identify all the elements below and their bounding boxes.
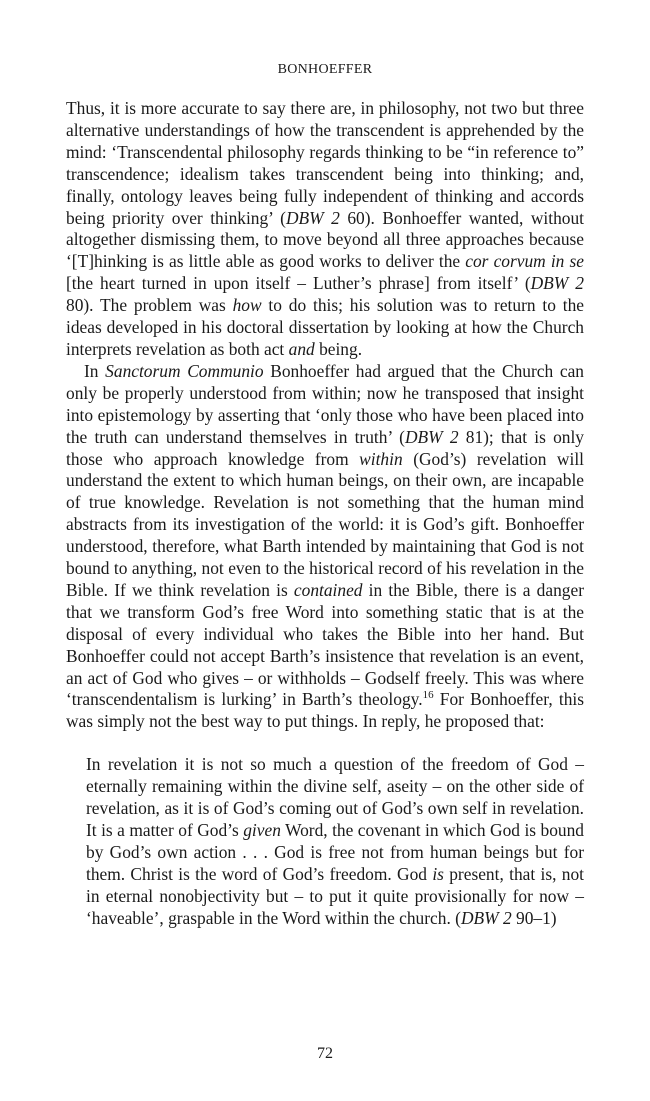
italic-text: cor corvum in se bbox=[465, 251, 584, 272]
text-run: in the Bible, there is a danger that we transform God’s free Word into something static that is at the disposal of every individual who takes the Bible into her hand. But Bonhoeffer could not accept Barth’s insistence that revelation is an event, an act of God who gives – or withholds – Godself freely. This was where ‘transcendentalism is lurking’ in Barth’s theology. bbox=[66, 579, 584, 710]
text-run: to do this; his solution was to return to the ideas developed in his doctoral dissertation by looking at how the Church interprets revelation as both act bbox=[66, 295, 584, 359]
text-run: being. bbox=[314, 338, 363, 359]
italic-text: and bbox=[288, 338, 315, 359]
text-run: present, that is, not in eternal nonobjectivity but – to put it quite provisionally for now – ‘haveable’, graspable in the Word within the church. ( bbox=[86, 863, 584, 928]
text-run: 90–1) bbox=[511, 907, 557, 928]
footnote-ref: 16 bbox=[422, 689, 434, 702]
running-head: BONHOEFFER bbox=[277, 62, 373, 77]
italic-text: given bbox=[243, 820, 281, 840]
italic-text: DBW 2 bbox=[460, 907, 512, 928]
text-run: 81); that is only those who approach knowledge from bbox=[66, 426, 584, 469]
book-page bbox=[66, 0, 584, 1101]
text-run: 80). The problem was bbox=[66, 295, 233, 316]
text-run: In revelation it is not so much a question of the freedom of God – eternally remaining within the divine self, aseity – on the other side of revelation, as it is of God’s coming out of God’s own self in revelation. It is a matter of God’s bbox=[86, 754, 584, 840]
italic-text: contained bbox=[293, 579, 363, 600]
body-text bbox=[66, 98, 584, 930]
text-run: Word, the covenant in which God is bound by God’s own action . . . God is free not from human beings but for them. Christ is the word of God’s freedom. God bbox=[86, 820, 584, 884]
text-run: (God’s) revelation will understand the extent to which human beings, on their own, are incapable of true knowledge. Revelation is not something that the human mind abstracts from its investigation of the world: it is God’s gift. Bonhoeffer understood, therefore, what Barth intended by maintaining that God is not bound to anything, not even to the historical record of his revelation in the Bible. If we think revelation is bbox=[66, 448, 584, 600]
italic-text: is bbox=[432, 863, 444, 884]
text-run: Thus, it is more accurate to say there are, in philosophy, not two but three alternative understandings of how the transcendent is apprehended by the mind: ‘Transcendental philosophy regards thinking to be “in reference to” transcendence; idealism takes transcendent being into thinking; and, finally, ontology leaves being fully independent of thinking and accords being priority over thinking’ ( bbox=[66, 98, 584, 228]
text-run: Bonhoeffer had argued that the Church can only be properly understood from within; now he transposed that insight into epistemology by asserting that ‘only those who have been placed into the truth can understand themselves in truth’ ( bbox=[66, 360, 584, 447]
italic-text: DBW 2 bbox=[285, 207, 340, 228]
text-run: In bbox=[84, 360, 106, 381]
page-number: 72 bbox=[317, 1045, 333, 1062]
text-run: [the heart turned in upon itself – Luther’s phrase] from itself’ ( bbox=[66, 273, 531, 294]
text-run: For Bonhoeffer, this was simply not the best way to put things. In reply, he proposed that: bbox=[66, 689, 584, 732]
italic-text: within bbox=[359, 448, 403, 469]
paragraph-2 bbox=[66, 361, 584, 733]
italic-text: how bbox=[232, 295, 262, 316]
italic-text: DBW 2 bbox=[404, 426, 459, 447]
text-run: 60). Bonhoeffer wanted, without altogether dismissing them, to move beyond all three approaches because ‘[T]hinking is as little able as good works to deliver the bbox=[66, 207, 584, 272]
paragraph-1 bbox=[66, 98, 584, 361]
block-quote bbox=[86, 754, 584, 929]
italic-text: Sanctorum Communio bbox=[105, 360, 264, 381]
italic-text: DBW 2 bbox=[530, 273, 584, 294]
